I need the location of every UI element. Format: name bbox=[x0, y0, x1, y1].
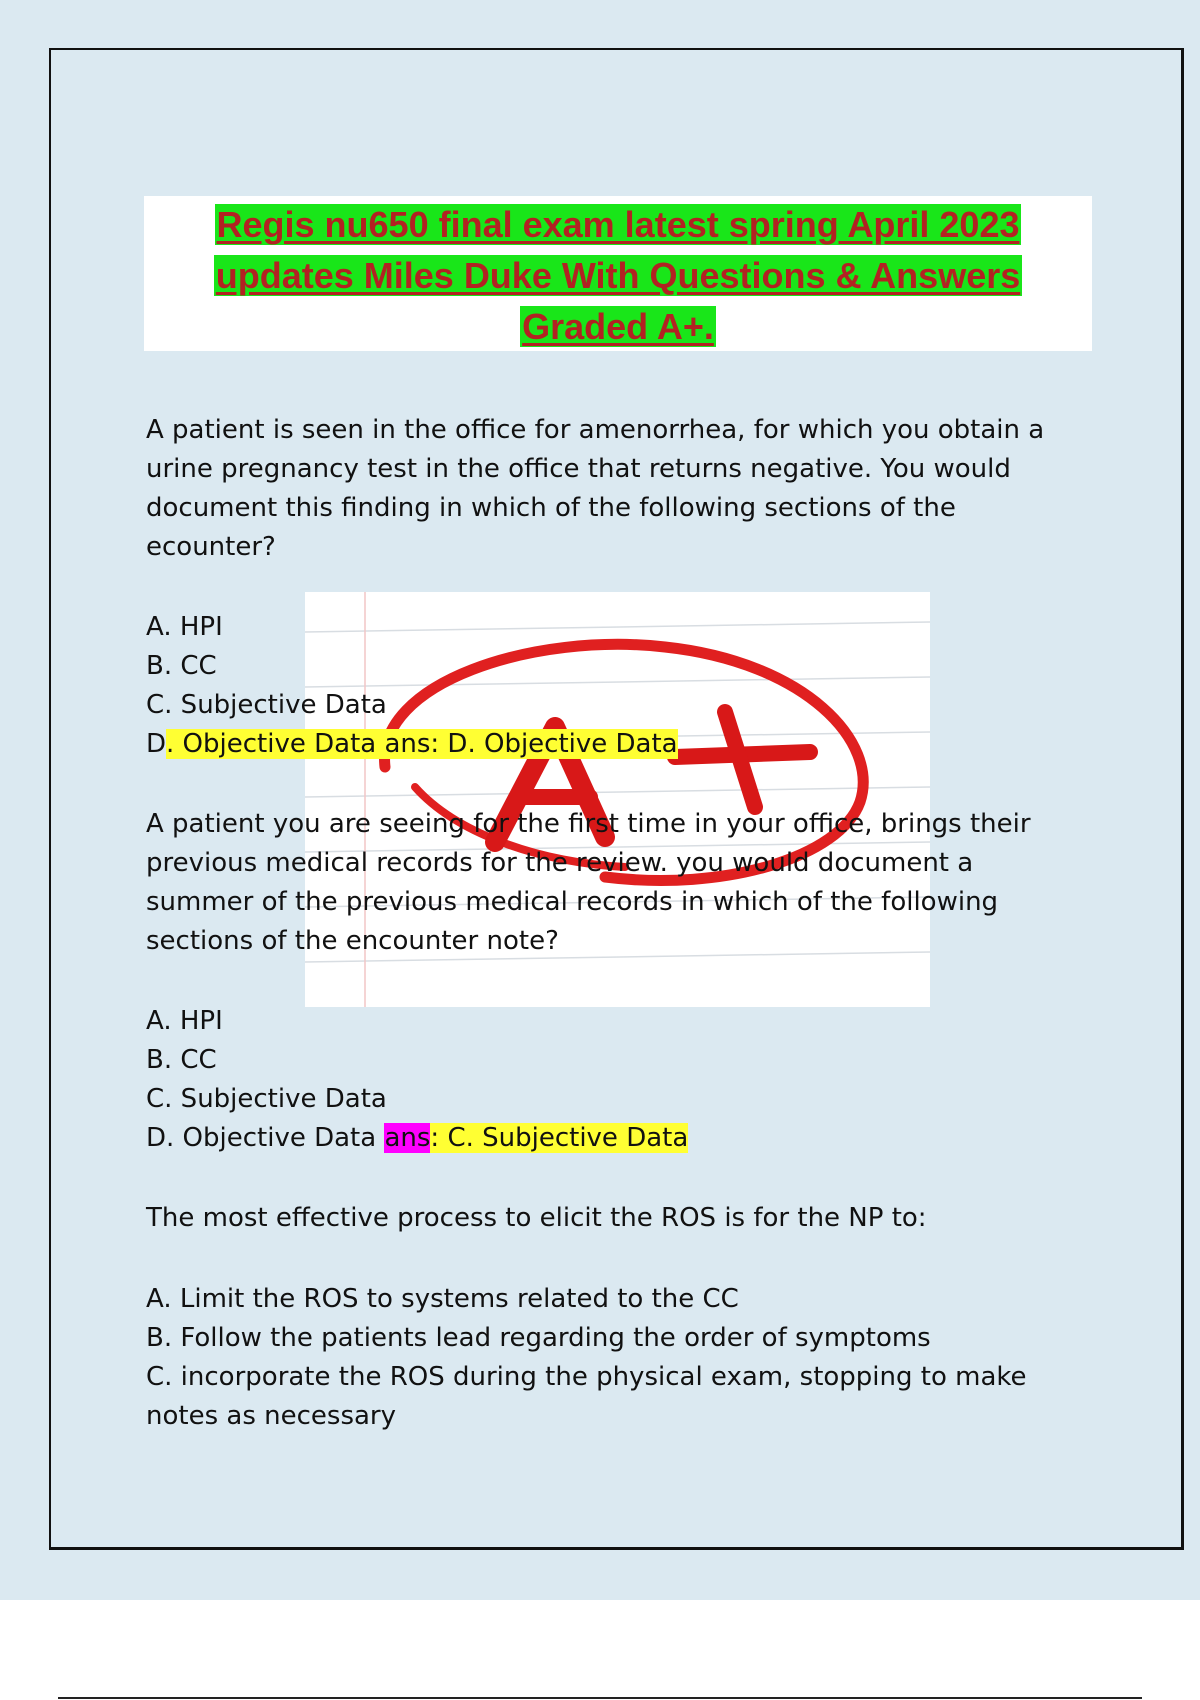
question-2-option-b: B. CC bbox=[146, 1045, 217, 1075]
question-1-option-b: B. CC bbox=[146, 651, 217, 681]
question-1-option-c: C. Subjective Data bbox=[146, 690, 387, 720]
question-3-prompt: The most effective process to elicit the ROS is for the NP to: bbox=[146, 1203, 927, 1233]
title-line-1: Regis nu650 final exam latest spring April 2023 bbox=[216, 204, 1020, 245]
question-2-prompt: A patient you are seeing for the first time in your office, brings their previous medical records for the review. you would document a summer of the previous medical records in which of the following sections of the encounter note? bbox=[146, 809, 1031, 956]
question-3-option-a: A. Limit the ROS to systems related to the CC bbox=[146, 1284, 739, 1314]
question-2-option-a: A. HPI bbox=[146, 1006, 223, 1036]
question-2-answer-highlight: : C. Subjective Data bbox=[430, 1123, 689, 1153]
title-line-2: updates Miles Duke With Questions & Answers bbox=[215, 255, 1021, 296]
document-title bbox=[144, 199, 1092, 352]
question-2-option-d bbox=[146, 1119, 1066, 1158]
question-2-options bbox=[146, 1002, 1066, 1158]
question-3-option-b: B. Follow the patients lead regarding the order of symptoms bbox=[146, 1323, 931, 1353]
title-line-3: Graded A+. bbox=[522, 306, 714, 347]
question-3-options bbox=[146, 1280, 1066, 1436]
question-1-option-d bbox=[146, 725, 1066, 764]
question-1-prompt: A patient is seen in the office for amenorrhea, for which you obtain a urine pregnancy test in the office that returns negative. You would document this finding in which of the following sections of the ecounter? bbox=[146, 415, 1045, 562]
footer-rule bbox=[58, 1697, 1142, 1699]
question-2-ans-highlight: ans bbox=[384, 1123, 431, 1153]
question-1-option-a: A. HPI bbox=[146, 612, 223, 642]
question-2-option-c: C. Subjective Data bbox=[146, 1084, 387, 1114]
question-2-option-d-plain: D. Objective Data bbox=[146, 1123, 385, 1153]
question-1-options bbox=[146, 608, 1066, 764]
question-1-answer-highlight: . Objective Data ans: D. Objective Data bbox=[166, 729, 678, 759]
question-3-option-c: C. incorporate the ROS during the physical exam, stopping to make notes as necessary bbox=[146, 1362, 1027, 1431]
question-1-option-d-lead: D bbox=[146, 729, 167, 759]
